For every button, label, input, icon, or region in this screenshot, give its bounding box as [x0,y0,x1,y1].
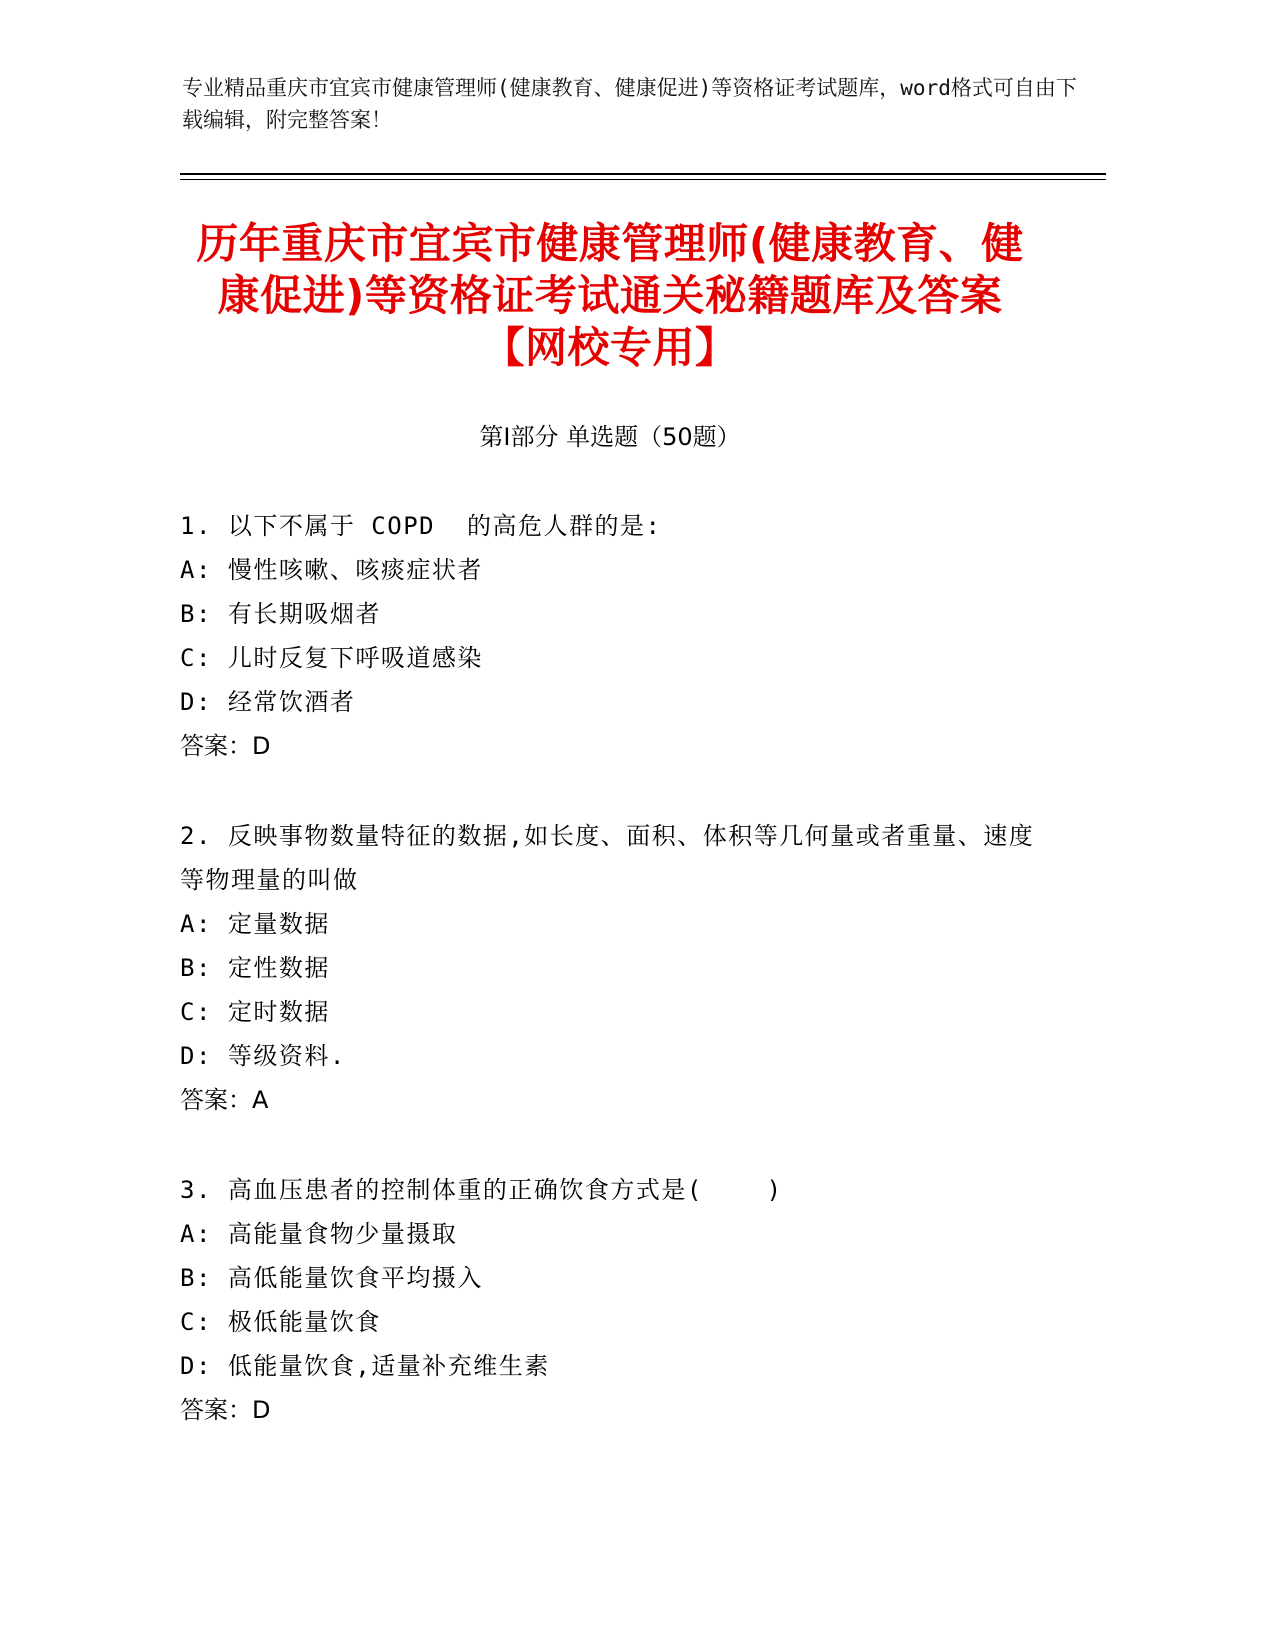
question-stem: 2. 反映事物数量特征的数据,如长度、面积、体积等几何量或者重量、速度等物理量的叫做 [180,822,1035,894]
answer-line: 答案：D [180,732,271,760]
question-1 [180,504,1040,768]
option-b: B: 定性数据 [180,954,330,982]
answer-line: 答案：A [180,1086,269,1114]
option-a: A: 定量数据 [180,910,330,938]
option-d: D: 低能量饮食,适量补充维生素 [180,1352,550,1380]
option-b: B: 高低能量饮食平均摄入 [180,1264,483,1292]
question-stem: 3. 高血压患者的控制体重的正确饮食方式是( ) [180,1176,783,1204]
document-title: 历年重庆市宜宾市健康管理师(健康教育、健康促进)等资格证考试通关秘籍题库及答案【网校专用】 [196,219,1024,372]
option-c: C: 儿时反复下呼吸道感染 [180,644,483,672]
section-title: 第Ⅰ部分 单选题（50题） [479,423,741,451]
question-stem: 1. 以下不属于 COPD 的高危人群的是: [180,512,662,540]
question-list [180,504,1040,1478]
question-3 [180,1168,1040,1432]
option-a: A: 高能量食物少量摄取 [180,1220,458,1248]
option-d: D: 等级资料. [180,1042,346,1070]
answer-line: 答案：D [180,1396,271,1424]
option-c: C: 极低能量饮食 [180,1308,381,1336]
option-a: A: 慢性咳嗽、咳痰症状者 [180,556,483,584]
option-b: B: 有长期吸烟者 [180,600,381,628]
option-c: C: 定时数据 [180,998,330,1026]
question-2 [180,814,1040,1122]
header-divider-thin [180,179,1106,180]
option-d: D: 经常饮酒者 [180,688,356,716]
header-divider-thick [180,173,1106,175]
header-note: 专业精品重庆市宜宾市健康管理师(健康教育、健康促进)等资格证考试题库，word格式可自由下载编辑，附完整答案！ [182,76,1077,132]
